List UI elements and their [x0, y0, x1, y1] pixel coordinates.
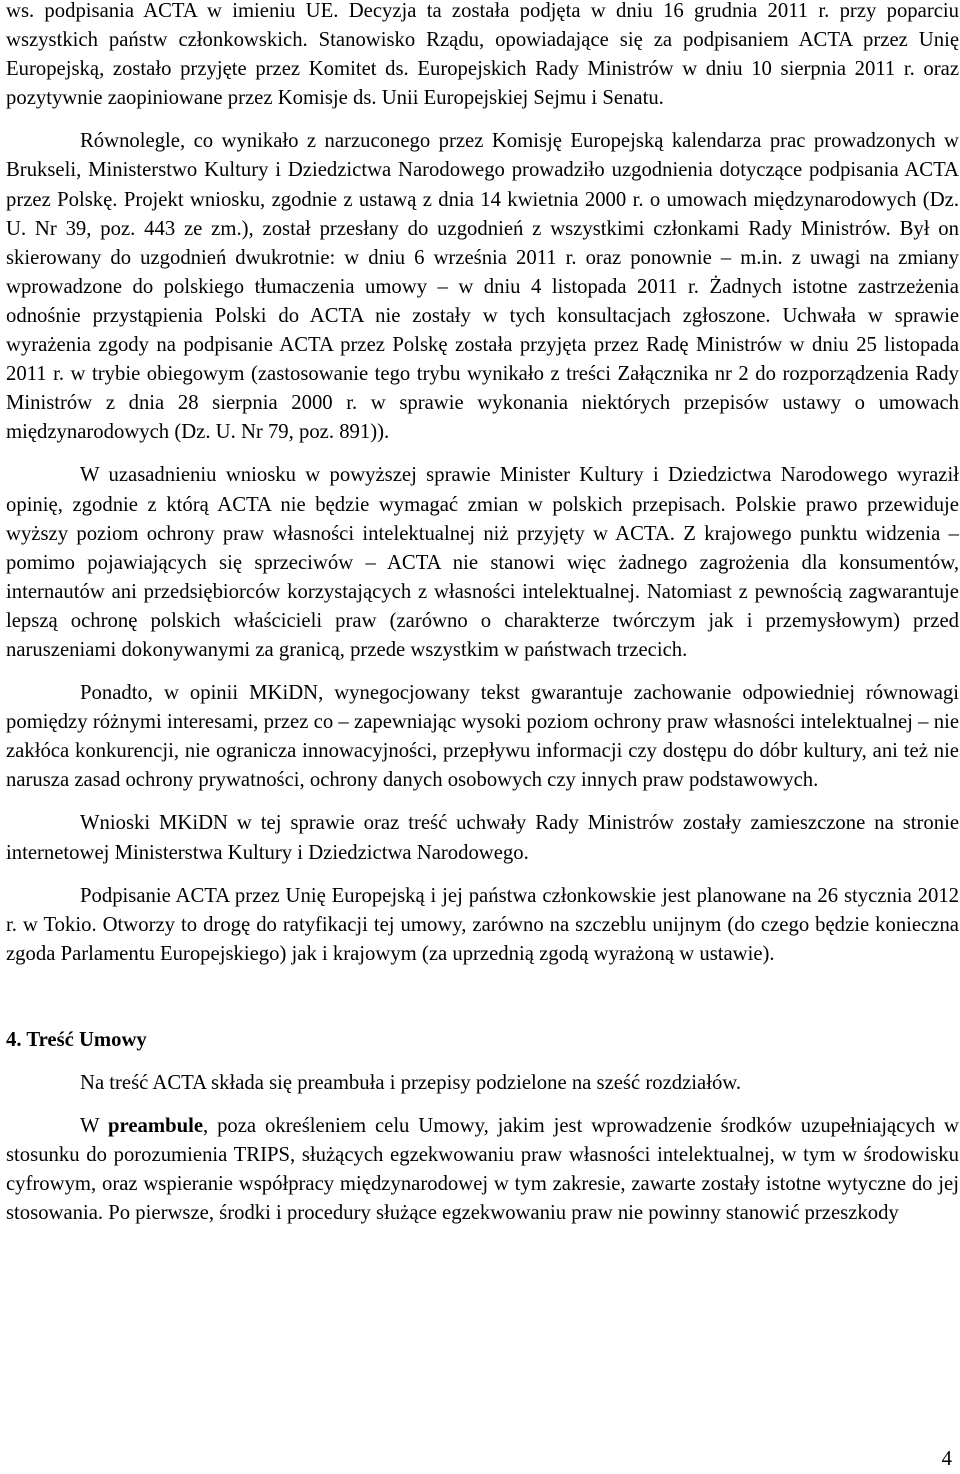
page-number: 4	[941, 1448, 952, 1470]
paragraph-signing-plan: Podpisanie ACTA przez Unię Europejską i jej państwa członkowskie jest planowane na 26 stycznia 2012 r. w Tokio. Otworzy to drogę do ratyfikacji tej umowy, zarówno na szczeblu unijnym (do czego będzie konieczna zgoda Parlamentu Europejskiego) jak i krajowym (za uprzednią zgodą wyrażoną w ustawie).	[6, 884, 959, 965]
paragraph-mkidn-opinion: Ponadto, w opinii MKiDN, wynegocjowany tekst gwarantuje zachowanie odpowiedniej równowagi pomiędzy różnymi interesami, przez co – zapewniając wysoki poziom ochrony praw własności intelektualnej – nie zakłóca konkurencji, nie ogranicza innowacyjności, przepływu informacji czy dostępu do dóbr kultury, ani też nie narusza zasad ochrony prywatności, ochrony danych osobowych czy innych praw podstawowych.	[6, 682, 959, 792]
section-heading: 4. Treść Umowy	[6, 1028, 147, 1051]
paragraph-minister-opinion: W uzasadnieniu wniosku w powyższej sprawie Minister Kultury i Dziedzictwa Narodowego wyraził opinię, zgodnie z którą ACTA nie będzie wymagać zmian w polskich przepisach. Polskie prawo przewiduje wyższy poziom ochrony praw własności intelektualnej niż przyjęty w ACTA. Z krajowego punktu widzenia – pomimo pojawiających się sprzeciwów – ACTA nie stanowi więc żadnego zagrożenia dla konsumentów, internautów ani przedsiębiorców korzystających z własności intelektualnej. Natomiast z pewnością zagwarantuje lepszą ochronę polskich właścicieli praw (zarówno o charakterze twórczym jak i przemysłowym) przed naruszeniami dokonywanymi za granicą, przede wszystkim w państwach trzecich.	[6, 464, 959, 661]
text-line: ws. podpisania ACTA w imieniu UE. Decyzja ta została podjęta w dniu 16 grudnia 2011 r. przy poparciu wszystkich państw członkowskich. Stanowisko Rządu, opowiadające się za podpisaniem ACTA przez Unię Europejską, zostało przyjęte przez Komitet ds. Europejskich Rady Ministrów w dniu 10 sierpnia 2011 r. oraz pozytywnie zaopiniowane przez Komisje ds. Unii Europejskiej Sejmu i Senatu.	[6, 0, 959, 110]
paragraph-preamble	[6, 1112, 959, 1228]
paragraph-publication: Wnioski MKiDN w tej sprawie oraz treść uchwały Rady Ministrów zostały zamieszczone na stronie internetowej Ministerstwa Kultury i Dziedzictwa Narodowego.	[6, 812, 959, 864]
preamble-bold-term: preambule	[108, 1115, 204, 1138]
document-page	[6, 0, 959, 1228]
paragraph-ministry-consultations: Równolegle, co wynikało z narzuconego przez Komisję Europejską kalendarza prac prowadzonych w Brukseli, Ministerstwo Kultury i Dziedzictwa Narodowego prowadziło uzgodnienia dotyczące podpisania ACTA przez Polskę. Projekt wniosku, zgodnie z ustawą z dnia 14 kwietnia 2000 r. o umowach międzynarodowych (Dz. U. Nr 39, poz. 443 ze zm.), został przesłany do uzgodnień z wszystkimi członkami Rady Ministrów. Był on skierowany do uzgodnień dwukrotnie: w dniu 6 września 2011 r. oraz ponownie – m.in. z uwagi na zmiany wprowadzone do polskiego tłumaczenia umowy – w dniu 4 listopada 2011 r. Żadnych istotne zastrzeżenia odnośnie przystąpienia Polski do ACTA nie zostały w tych konsultacjach zgłoszone. Uchwała w sprawie wyrażenia zgody na podpisanie ACTA przez Polskę została przyjęta przez Radę Ministrów w dniu 25 listopada 2011 r. w trybie obiegowym (zastosowanie tego trybu wynikało z treści Załącznika nr 2 do rozporządzenia Rady Ministrów z dnia 28 sierpnia 2000 r. w sprawie wykonania niektórych przepisów ustawy o umowach międzynarodowych (Dz. U. Nr 79, poz. 891)).	[6, 130, 959, 444]
preamble-prefix: W	[80, 1115, 109, 1138]
paragraph-structure: Na treść ACTA składa się preambuła i przepisy podzielone na sześć rozdziałów.	[80, 1072, 742, 1094]
paragraph-acta-eu-signing	[6, 0, 959, 113]
preamble-text: , poza określeniem celu Umowy, jakim jest wprowadzenie środków uzupełniających w stosunku do porozumienia TRIPS, służących egzekwowaniu praw własności intelektualnej, w tym w środowisku cyfrowym, oraz wspieranie współpracy międzynarodowej w tym zakresie, zawarte zostały istotne wytyczne do jej stosowania. Po pierwsze, środki i procedury służące egzekwowaniu praw nie powinny stanowić przeszkody	[6, 1115, 959, 1225]
